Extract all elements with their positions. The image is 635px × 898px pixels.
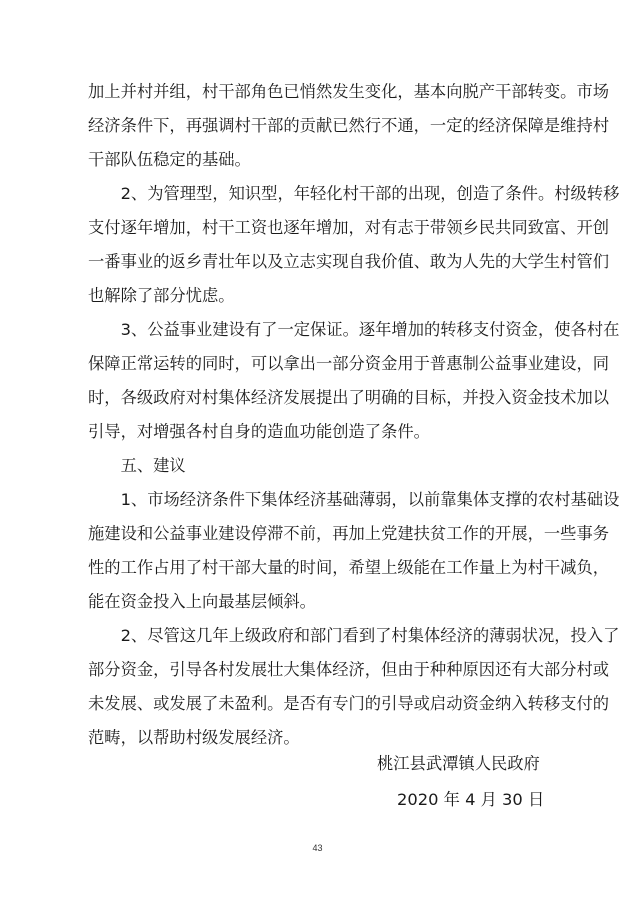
page-number: 43 — [312, 843, 323, 853]
text-line: 支付逐年增加，村干工资也逐年增加，对有志于带领乡民共同致富、开创 — [88, 218, 610, 237]
text-line: 也解除了部分忧虑。 — [88, 286, 235, 305]
section-heading-suggestions — [88, 449, 558, 483]
text-line: 2、尽管这几年上级政府和部门看到了村集体经济的薄弱状况，投入了 — [88, 626, 620, 645]
text-line: 2、为管理型，知识型，年轻化村干部的出现，创造了条件。村级转移 — [88, 184, 620, 203]
text-line: 经济条件下，再强调村干部的贡献已然行不通，一定的经济保障是维持村 — [88, 116, 610, 135]
suggestion-item-1 — [88, 483, 620, 619]
paragraph-item-3 — [88, 313, 620, 449]
text-line: 能在资金投入上向最基层倾斜。 — [88, 592, 316, 611]
signature-organization: 桃江县武潭镇人民政府 — [377, 754, 540, 773]
suggestion-item-2 — [88, 619, 620, 755]
paragraph-item-2 — [88, 177, 620, 313]
text-line: 引导，对增强各村自身的造血功能创造了条件。 — [88, 422, 430, 441]
text-line: 施建设和公益事业建设停滞不前，再加上党建扶贫工作的开展，一些事务 — [88, 524, 610, 543]
text-line: 3、公益事业建设有了一定保证。逐年增加的转移支付资金，使各村在 — [88, 320, 620, 339]
section-heading: 五、建议 — [88, 456, 186, 475]
text-line: 保障正常运转的同时，可以拿出一部分资金用于普惠制公益事业建设，同 — [88, 354, 610, 373]
signature-date: 2020 年 4 月 30 日 — [397, 790, 545, 809]
text-line: 未发展、或发展了未盈利。是否有专门的引导或启动资金纳入转移支付的 — [88, 694, 610, 713]
text-line: 性的工作占用了村干部大量的时间，希望上级能在工作量上为村干减负， — [88, 558, 610, 577]
text-line: 1、市场经济条件下集体经济基础薄弱，以前靠集体支撑的农村基础设 — [88, 490, 620, 509]
text-line: 时，各级政府对村集体经济发展提出了明确的目标，并投入资金技术加以 — [88, 388, 610, 407]
paragraph-continuation — [88, 75, 610, 177]
text-line: 干部队伍稳定的基础。 — [88, 150, 251, 169]
text-line: 范畴，以帮助村级发展经济。 — [88, 728, 300, 747]
text-line: 一番事业的返乡青壮年以及立志实现自我价值、敢为人先的大学生村管们 — [88, 252, 610, 271]
text-line: 部分资金，引导各村发展壮大集体经济，但由于种种原因还有大部分村或 — [88, 660, 610, 679]
text-line: 加上并村并组，村干部角色已悄然发生变化，基本向脱产干部转变。市场 — [88, 82, 610, 101]
